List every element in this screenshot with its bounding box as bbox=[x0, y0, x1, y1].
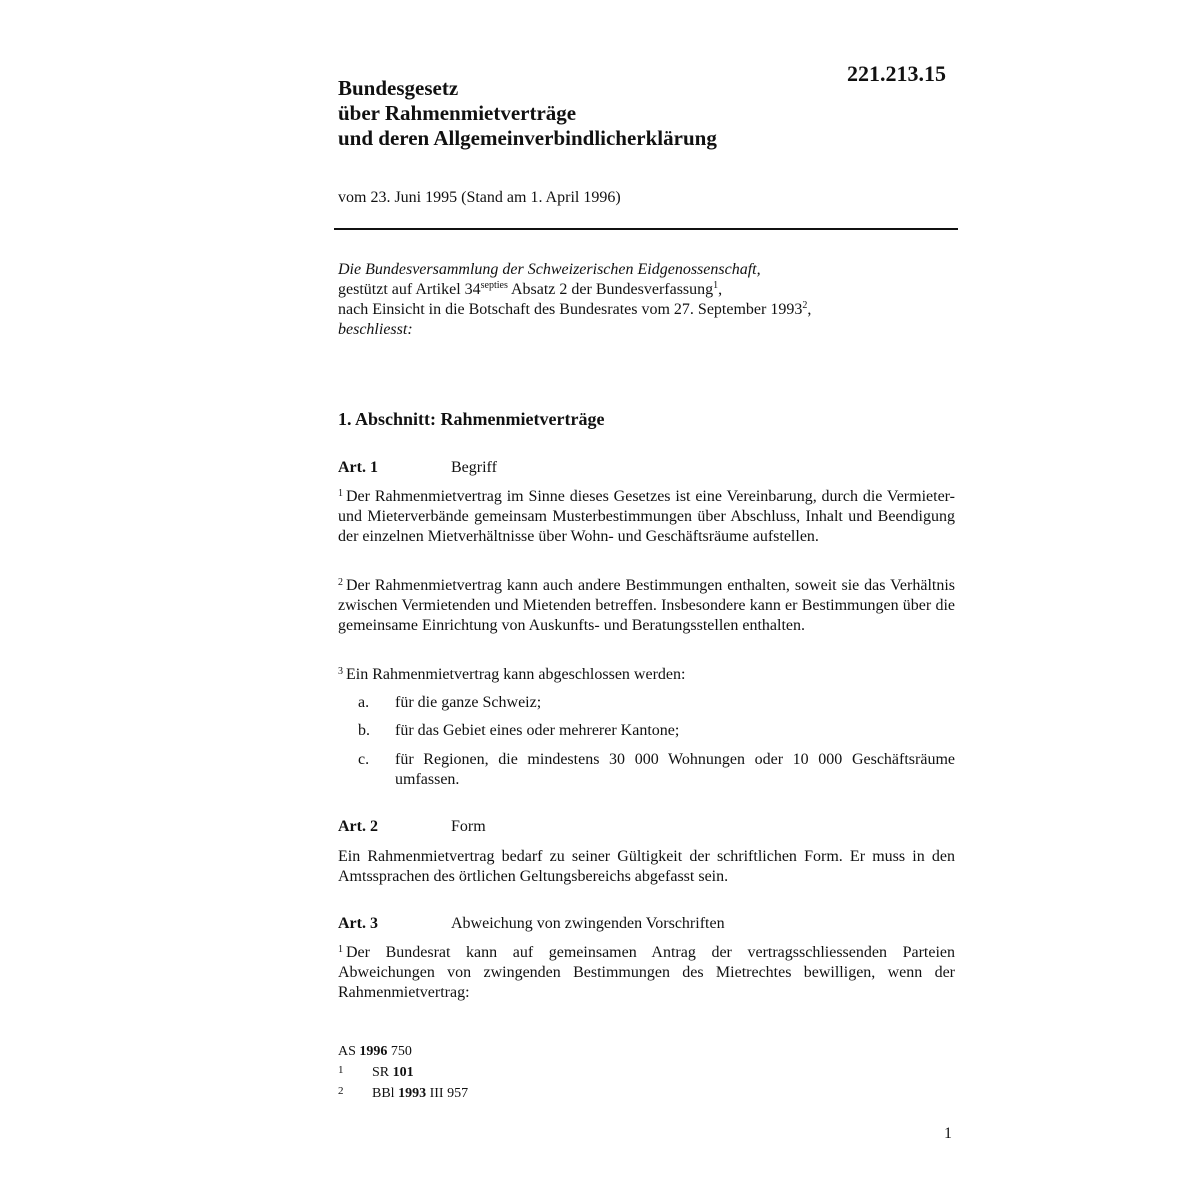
preamble-authority: Die Bundesversammlung der Schweizerischen Eidgenossenschaft, bbox=[338, 261, 761, 278]
basis-text-cont: Absatz 2 der Bundesverfassung bbox=[507, 281, 714, 298]
footnote-bold: 1993 bbox=[398, 1086, 427, 1101]
basis-text: gestützt auf Artikel 34 bbox=[338, 281, 481, 298]
footnote-prefix: BBl bbox=[372, 1086, 399, 1101]
title-line: und deren Allgemeinverbindlicherklärung bbox=[338, 126, 717, 150]
paragraph bbox=[338, 576, 955, 636]
footnote-bold: 101 bbox=[392, 1065, 414, 1080]
basis-superscript: septies bbox=[480, 280, 508, 291]
footnote bbox=[338, 1082, 468, 1103]
paragraph bbox=[338, 943, 955, 1003]
page-number: 1 bbox=[944, 1125, 952, 1142]
paragraph bbox=[338, 487, 955, 547]
paragraph-text: Ein Rahmenmietvertrag kann abgeschlossen werden: bbox=[346, 666, 686, 683]
footnote-ref-2: 2 bbox=[802, 300, 808, 311]
list-text: für Regionen, die mindestens 30 000 Wohnungen oder 10 000 Geschäftsräume umfassen. bbox=[395, 751, 955, 788]
preamble bbox=[338, 260, 811, 340]
article-title: Form bbox=[451, 818, 486, 835]
preamble-message bbox=[338, 300, 811, 320]
paragraph-number: 3 bbox=[338, 666, 343, 677]
article-number: Art. 1 bbox=[338, 459, 378, 476]
footnote-number: 2 bbox=[338, 1085, 344, 1097]
message-text: nach Einsicht in die Botschaft des Bundesrates vom 27. September 1993 bbox=[338, 301, 803, 318]
as-prefix: AS bbox=[338, 1044, 360, 1059]
paragraph-number: 1 bbox=[338, 488, 343, 499]
article-heading bbox=[338, 915, 725, 933]
list-letter: a. bbox=[358, 694, 370, 711]
preamble-resolves: beschliesst: bbox=[338, 321, 413, 338]
paragraph bbox=[338, 665, 955, 685]
list-text: für das Gebiet eines oder mehrerer Kantone; bbox=[395, 722, 680, 739]
list-letter: c. bbox=[358, 751, 370, 768]
date-line: vom 23. Juni 1995 (Stand am 1. April 1996) bbox=[338, 189, 621, 206]
article-heading bbox=[338, 818, 486, 836]
paragraph-number: 1 bbox=[338, 944, 343, 955]
sr-number: 221.213.15 bbox=[847, 61, 946, 86]
header-divider bbox=[334, 228, 958, 230]
article-title: Begriff bbox=[451, 459, 497, 476]
paragraph-text: Der Rahmenmietvertrag kann auch andere Bestimmungen enthalten, soweit sie das Verhältnis zwischen Vermietenden und Mietenden betreffen. Insbesondere kann er Bestimmungen über die gemeinsame Einrichtung von Auskunfts- und Beratungsstellen enthalten. bbox=[338, 577, 955, 634]
footnote-prefix: SR bbox=[372, 1065, 393, 1080]
footnotes bbox=[338, 1043, 468, 1103]
law-title bbox=[338, 76, 717, 151]
as-page: 750 bbox=[387, 1044, 412, 1059]
footnote-ref-1: 1 bbox=[713, 280, 719, 291]
article-number: Art. 2 bbox=[338, 818, 378, 835]
message-end: , bbox=[807, 301, 812, 318]
article-heading bbox=[338, 459, 497, 477]
paragraph-text: Der Rahmenmietvertrag im Sinne dieses Gesetzes ist eine Vereinbarung, durch die Vermieter- und Mieterverbände gemeinsam Musterbestimmungen über Abschluss, Inhalt und Beendigung der einzelnen Mietverhältnisse über Wohn- und Geschäftsräume aufstellen. bbox=[338, 488, 955, 545]
section-title: 1. Abschnitt: Rahmenmietverträge bbox=[338, 409, 605, 429]
basis-end: , bbox=[718, 281, 723, 298]
as-year: 1996 bbox=[359, 1044, 388, 1059]
paragraph-text: Der Bundesrat kann auf gemeinsamen Antrag der vertragsschliessenden Parteien Abweichungen von zwingenden Bestimmungen des Mietrechtes bewilligen, wenn der Rahmenmietvertrag: bbox=[338, 944, 955, 1001]
preamble-basis bbox=[338, 280, 811, 300]
list-letter: b. bbox=[358, 722, 370, 739]
paragraph: Ein Rahmenmietvertrag bedarf zu seiner Gültigkeit der schriftlichen Form. Er muss in den Amtssprachen des örtlichen Geltungsbereichs abgefasst sein. bbox=[338, 848, 955, 885]
title-line: über Rahmenmietverträge bbox=[338, 101, 577, 125]
paragraph-number: 2 bbox=[338, 577, 343, 588]
footnote bbox=[338, 1061, 468, 1082]
footnote-number: 1 bbox=[338, 1064, 344, 1076]
title-line: Bundesgesetz bbox=[338, 76, 459, 100]
list-text: für die ganze Schweiz; bbox=[395, 694, 542, 711]
footnote-suffix: III 957 bbox=[426, 1086, 469, 1101]
official-collection-ref bbox=[338, 1043, 468, 1061]
article-title: Abweichung von zwingenden Vorschriften bbox=[451, 915, 725, 932]
article-number: Art. 3 bbox=[338, 915, 378, 932]
